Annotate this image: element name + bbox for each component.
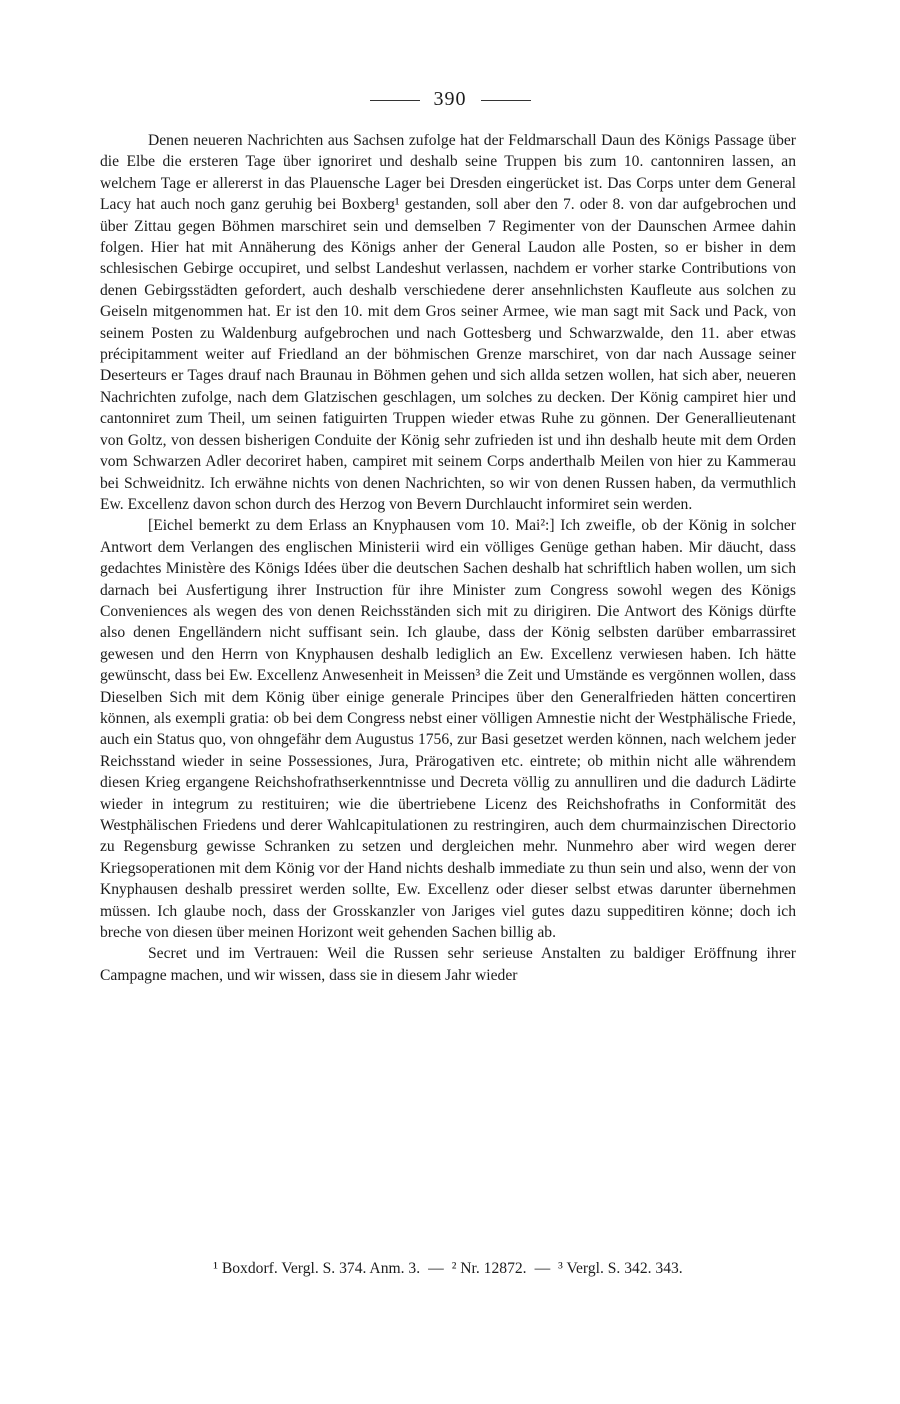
paragraph-eichel-note: [Eichel bemerkt zu dem Erlass an Knyphausen vom 10. Mai²:] Ich zweifle, ob der König in solcher Antwort dem Verlangen des englischen Ministerii wird ein völliges Genüge gethan haben. Mir däucht, dass gedachtes Ministère des Königs Idées über die deutschen Sachen deshalb hat schriftlich haben wollen, um sich darnach bei Ausfertigung ihrer Instruction für ihre Minister zum Congress sowohl wegen des Königs Conveniences als wegen des von denen Reichsständen sich mit zu dirigiren. Die Antwort des Königs dürfte also denen Engelländern nicht suffisant sein. Ich glaube, dass der König selbsten darüber embarrassiret gewesen und den Herrn von Knyphausen deshalb lediglich an Ew. Excellenz verwiesen haben. Ich hätte gewünscht, dass bei Ew. Excellenz Anwesenheit in Meissen³ die Zeit und Umstände es vergönnen wollen, dass Dieselben Sich mit dem König über einige generale Principes über den Generalfrieden hätten concertiren können, als exempli gratia: ob bei dem Congress nebst einer völligen Amnestie nicht der Westphälische Friede, auch ein Status quo, von ohngefähr dem Augustus 1756, zur Basi gesetzet werden können, nach welchem jeder Reichsstand wieder in seine Possessiones, Jura, Prärogativen etc. eintrete; ob mithin nicht alle währendem diesen Krieg ergangene Reichshofrathserkenntnisse und Decreta völlig zu annulliren und die dadurch Lädirte wieder in integrum zu restituiren; wie die übertriebene Licenz des Reichshofraths in Conformität des Westphälischen Friedens und derer Wahlcapitulationen zu restringiren, auch dem churmainzischen Directorio zu Regensburg gewisse Schranken zu setzen und dergleichen mehr. Nunmehro aber wird wegen derer Kriegsoperationen mit dem König vor der Hand nichts deshalb immediate zu thun sein und also, wenn der von Knyphausen deshalb pressiret werden sollte, Ew. Excellenz oder dieser selbst etwas darunter übernehmen müssen. Ich glaube noch, dass der Grosskanzler von Jariges viel gutes dazu suppeditiren könne; doch ich breche von diesen über meinen Horizont weit gehenden Sachen billig ab. [100,517,796,942]
page-header [0,88,900,111]
main-text [100,130,796,986]
page-number: 390 [433,88,467,110]
header-rule-left [370,100,420,101]
footnote-1: ¹ Boxdorf. Vergl. S. 374. Anm. 3. [213,1260,421,1277]
header-rule-right [481,100,531,101]
footnote-2: ² Nr. 12872. [451,1260,527,1277]
footnote-separator: — [534,1260,551,1277]
paragraph-secret: Secret und im Vertrauen: Weil die Russen sehr serieuse Anstalten zu baldiger Eröffnung ihrer Campagne machen, und wir wissen, dass sie in diesem Jahr wieder [100,945,796,984]
footnote-separator: — [428,1260,444,1277]
paragraph-daun-news: Denen neueren Nachrichten aus Sachsen zufolge hat der Feldmarschall Daun des Königs Passage über die Elbe die ersteren Tage über ignoriret und deshalb seine Truppen bis zum 10. cantonniren lassen, an welchem Tage er allererst in das Plauensche Lager bei Dresden eingerücket ist. Das Corps unter dem General Lacy hat auch noch ganz geruhig bei Boxberg¹ gestanden, soll aber den 7. oder 8. von dar aufgebrochen und über Zittau gegen Böhmen marschiret sein und demselben 7 Regimenter von der Daunschen Armee dahin folgen. Hier hat mit Annäherung des Königs anher der General Laudon alle Posten, so er bisher in dem schlesischen Gebirge occupiret, und selbst Landeshut verlassen, nachdem er vorher starke Contributions von denen Gebirgsstädten gefordert, auch deshalb verschiedene derer ansehnlichsten Kaufleute aus solchen zu Geiseln mitgenommen hat. Er ist den 10. mit dem Gros seiner Armee, wie man sagt mit Sack und Pack, von seinem Posten zu Waldenburg aufgebrochen und nach Gottesberg und Schwarzwalde, den 11. aber etwas précipitamment weiter auf Friedland an der böhmischen Grenze marschiret, von dar nach Aussage seiner Deserteurs er Tages drauf nach Braunau in Böhmen gehen und sich allda setzen wollen, hat sich aber, neueren Nachrichten zufolge, nach dem Glatzischen geschlagen, um solches zu decken. Der König campiret hier und cantonniret zum Theil, um seinen fatiguirten Truppen wieder etwas Ruhe zu gönnen. Der Generallieutenant von Goltz, von dessen bisherigen Conduite der König sehr zufrieden ist und ihn deshalb heute mit dem Orden vom Schwarzen Adler decoriret haben, campiret mit seinem Corps anderthalb Meilen von hier zu Kammerau bei Schweidnitz. Ich erwähne nichts von denen Nachrichten, so wir von denen Russen haben, da vermuthlich Ew. Excellenz davon schon durch des Herzog von Bevern Durchlaucht informiret sein werden. [100,132,796,513]
footnote-3: ³ Vergl. S. 342. 343. [558,1260,683,1277]
footnotes [100,1260,796,1278]
